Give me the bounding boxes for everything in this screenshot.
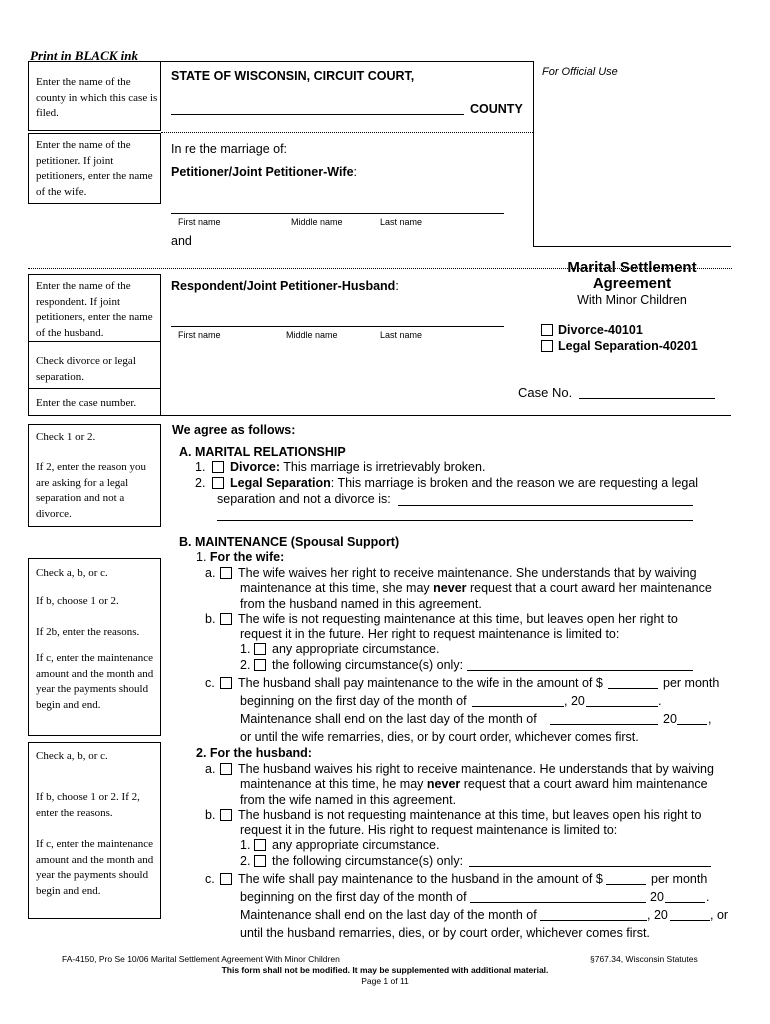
statute-reference: §767.34, Wisconsin Statutes bbox=[590, 954, 698, 964]
sidebar-wife-amount: If c, enter the maintenance amount and the month and year the payments should begin and end. bbox=[36, 652, 154, 711]
form-subtitle: With Minor Children bbox=[577, 293, 687, 307]
husband-b-line1: The husband is not requesting maintenance at this time, but leaves open his right to bbox=[238, 808, 702, 822]
respondent-name-field[interactable] bbox=[171, 326, 504, 327]
husband-c-period: . bbox=[706, 890, 710, 904]
husband-circumstance-field[interactable] bbox=[469, 866, 711, 867]
wife-circumstance-field[interactable] bbox=[467, 670, 693, 671]
sidebar-petitioner-instructions: Enter the name of the petitioner. If joint petitioners, enter the name of the wife. bbox=[36, 139, 153, 198]
wife-c-comma: , bbox=[708, 712, 712, 726]
section-b-heading: B. MAINTENANCE (Spousal Support) bbox=[179, 535, 400, 549]
legal-separation-reason-checkbox[interactable] bbox=[212, 477, 224, 489]
separation-reason-field-1[interactable] bbox=[398, 505, 693, 506]
wife-c-line3: Maintenance shall end on the last day of the month of bbox=[240, 712, 537, 726]
a2-text: Legal Separation: This marriage is broken and the reason we are requesting a legal bbox=[230, 476, 699, 490]
wife-not-requesting-checkbox[interactable] bbox=[220, 613, 232, 625]
petitioner-middle-name-label: Middle name bbox=[291, 217, 343, 227]
colon: : bbox=[395, 279, 399, 293]
husband-heading: 2. For the husband: bbox=[196, 746, 312, 760]
county-label: COUNTY bbox=[470, 102, 523, 116]
wife-b2-text: the following circumstance(s) only: bbox=[272, 658, 464, 672]
legal-separation-option-label: Legal Separation-40201 bbox=[558, 339, 698, 353]
wife-heading: 1. For the wife: bbox=[196, 550, 285, 564]
county-field[interactable] bbox=[171, 114, 464, 115]
legal-separation-checkbox[interactable] bbox=[541, 340, 553, 352]
wife-end-year-prefix: 20 bbox=[663, 712, 677, 726]
wife-per-month: per month bbox=[663, 676, 720, 690]
husband-not-requesting-checkbox[interactable] bbox=[220, 809, 232, 821]
husband-end-year-field[interactable] bbox=[670, 920, 710, 921]
wife-b-line2: request it in the future. Her right to request maintenance is limited to: bbox=[240, 627, 620, 641]
divorce-option-label: Divorce-40101 bbox=[558, 323, 643, 337]
husband-c-line2: beginning on the first day of the month of bbox=[240, 890, 467, 904]
official-use-border bbox=[533, 61, 534, 246]
husband-begin-year-field[interactable] bbox=[665, 902, 705, 903]
husband-c-line1: The wife shall pay maintenance to the husband in the amount of $ bbox=[238, 872, 603, 886]
husband-c-letter: c. bbox=[205, 872, 215, 886]
form-id: FA-4150, Pro Se 10/06 Marital Settlement Agreement With Minor Children bbox=[62, 954, 340, 964]
form-title-line2: Agreement bbox=[592, 275, 672, 292]
respondent-middle-name-label: Middle name bbox=[286, 330, 338, 340]
form-title-line1: Marital Settlement bbox=[567, 259, 697, 276]
sidebar-case-number-instructions: Enter the case number. bbox=[36, 397, 137, 409]
wife-c-letter: c. bbox=[205, 676, 215, 690]
wife-a-line3: from the husband named in this agreement. bbox=[240, 597, 482, 611]
wife-pays-checkbox[interactable] bbox=[220, 873, 232, 885]
sidebar-wife-check: Check a, b, or c. bbox=[36, 567, 108, 579]
section-a-heading: A. MARITAL RELATIONSHIP bbox=[179, 445, 346, 459]
page-number: Page 1 of 11 bbox=[361, 976, 409, 986]
husband-b-line2: request it in the future. His right to request maintenance is limited to: bbox=[240, 823, 618, 837]
a2-continued: separation and not a divorce is: bbox=[217, 492, 391, 506]
wife-waives-checkbox[interactable] bbox=[220, 567, 232, 579]
wife-any-circumstance-checkbox[interactable] bbox=[254, 643, 266, 655]
wife-b2-num: 2. bbox=[240, 658, 251, 672]
husband-b-letter: b. bbox=[205, 808, 216, 822]
husband-c-line4: until the husband remarries, dies, or by court order, whichever comes first. bbox=[240, 926, 650, 940]
husband-b2-num: 2. bbox=[240, 854, 251, 868]
husband-a-line2: maintenance at this time, he may never request that a court award him maintenance bbox=[240, 777, 708, 791]
husband-end-year-prefix: , 20 bbox=[647, 908, 668, 922]
petitioner-label: Petitioner/Joint Petitioner-Wife bbox=[171, 165, 354, 179]
sidebar-check12-reason: If 2, enter the reason you are asking for a legal separation and not a divorce. bbox=[36, 461, 146, 520]
agreement-intro: We agree as follows: bbox=[172, 423, 296, 437]
court-name: STATE OF WISCONSIN, CIRCUIT COURT, bbox=[171, 69, 415, 83]
husband-b1-text: any appropriate circumstance. bbox=[272, 838, 440, 852]
wife-begin-year-field[interactable] bbox=[586, 706, 658, 707]
wife-begin-year-prefix: , 20 bbox=[564, 694, 585, 708]
husband-per-month: per month bbox=[651, 872, 708, 886]
sidebar-divorce-instructions: Check divorce or legal separation. bbox=[36, 355, 136, 383]
wife-a-line2: maintenance at this time, she may never request that a court award her maintenance bbox=[240, 581, 712, 595]
wife-b-line1: The wife is not requesting maintenance at this time, but leaves open her right to bbox=[238, 612, 678, 626]
husband-end-month-field[interactable] bbox=[540, 920, 647, 921]
husband-c-line3: Maintenance shall end on the last day of the month of bbox=[240, 908, 537, 922]
wife-a-letter: a. bbox=[205, 566, 216, 580]
husband-a-letter: a. bbox=[205, 762, 216, 776]
a2-row: 2. bbox=[195, 476, 206, 490]
sidebar-county-instructions: Enter the name of the county in which this case is filed. bbox=[36, 76, 158, 119]
separation-reason-field-2[interactable] bbox=[217, 520, 693, 521]
print-ink-note: Print in BLACK ink bbox=[30, 48, 139, 63]
wife-amount-field[interactable] bbox=[608, 688, 658, 689]
case-number-label: Case No. bbox=[518, 385, 573, 400]
husband-waives-checkbox[interactable] bbox=[220, 763, 232, 775]
dotted-separator bbox=[161, 132, 533, 133]
respondent-last-name-label: Last name bbox=[380, 330, 423, 340]
petitioner-name-field[interactable] bbox=[171, 213, 504, 214]
wife-b1-text: any appropriate circumstance. bbox=[272, 642, 440, 656]
husband-a-line1: The husband waives his right to receive maintenance. He understands that by waiving bbox=[238, 762, 714, 776]
in-re-marriage: In re the marriage of: bbox=[171, 142, 288, 156]
sidebar-husband-choose: If b, choose 1 or 2. If 2, enter the reasons. bbox=[36, 791, 140, 819]
respondent-label: Respondent/Joint Petitioner-Husband bbox=[171, 279, 396, 293]
wife-end-month-field[interactable] bbox=[550, 724, 658, 725]
wife-b1-num: 1. bbox=[240, 642, 251, 656]
section-rule bbox=[161, 415, 731, 416]
divorce-checkbox[interactable] bbox=[541, 324, 553, 336]
wife-c-line2: beginning on the first day of the month of bbox=[240, 694, 467, 708]
case-number-field[interactable] bbox=[579, 398, 715, 399]
husband-a-line3: from the wife named in this agreement. bbox=[240, 793, 457, 807]
respondent-first-name-label: First name bbox=[178, 330, 221, 340]
husband-begin-year-prefix: 20 bbox=[650, 890, 664, 904]
sidebar-wife-choose: If b, choose 1 or 2. bbox=[36, 595, 119, 607]
sidebar-husband-amount: If c, enter the maintenance amount and the month and year the payments should begin and end. bbox=[36, 838, 154, 897]
wife-c-period: . bbox=[658, 694, 662, 708]
divorce-reason-checkbox[interactable] bbox=[212, 461, 224, 473]
a1-text: Divorce: This marriage is irretrievably broken. bbox=[230, 460, 486, 474]
husband-amount-field[interactable] bbox=[606, 884, 646, 885]
wife-begin-month-field[interactable] bbox=[472, 706, 564, 707]
sidebar-check12: Check 1 or 2. bbox=[36, 431, 96, 443]
husband-b1-num: 1. bbox=[240, 838, 251, 852]
petitioner-last-name-label: Last name bbox=[380, 217, 423, 227]
official-use-bottom bbox=[533, 246, 731, 247]
sidebar-respondent-instructions: Enter the name of the respondent. If joint petitioners, enter the name of the husband. bbox=[36, 280, 153, 339]
official-use-label: For Official Use bbox=[542, 66, 618, 78]
wife-end-year-field[interactable] bbox=[677, 724, 707, 725]
petitioner-first-name-label: First name bbox=[178, 217, 221, 227]
wife-b-letter: b. bbox=[205, 612, 216, 626]
husband-following-circumstance-checkbox[interactable] bbox=[254, 855, 266, 867]
husband-c-or: , or bbox=[710, 908, 729, 922]
wife-c-line4: or until the wife remarries, dies, or by court order, whichever comes first. bbox=[240, 730, 639, 744]
husband-begin-month-field[interactable] bbox=[470, 902, 646, 903]
wife-following-circumstance-checkbox[interactable] bbox=[254, 659, 266, 671]
husband-pays-checkbox[interactable] bbox=[220, 677, 232, 689]
husband-b2-text: the following circumstance(s) only: bbox=[272, 854, 464, 868]
sidebar-husband-check: Check a, b, or c. bbox=[36, 750, 108, 762]
sidebar-wife-reasons: If 2b, enter the reasons. bbox=[36, 626, 140, 638]
wife-c-line1: The husband shall pay maintenance to the wife in the amount of $ bbox=[238, 676, 603, 690]
husband-any-circumstance-checkbox[interactable] bbox=[254, 839, 266, 851]
modification-notice: This form shall not be modified. It may be supplemented with additional material. bbox=[221, 965, 549, 975]
wife-a-line1: The wife waives her right to receive maintenance. She understands that by waiving bbox=[238, 566, 697, 580]
colon: : bbox=[353, 165, 358, 179]
a1-row: 1. bbox=[195, 460, 206, 474]
and-label: and bbox=[171, 234, 192, 248]
